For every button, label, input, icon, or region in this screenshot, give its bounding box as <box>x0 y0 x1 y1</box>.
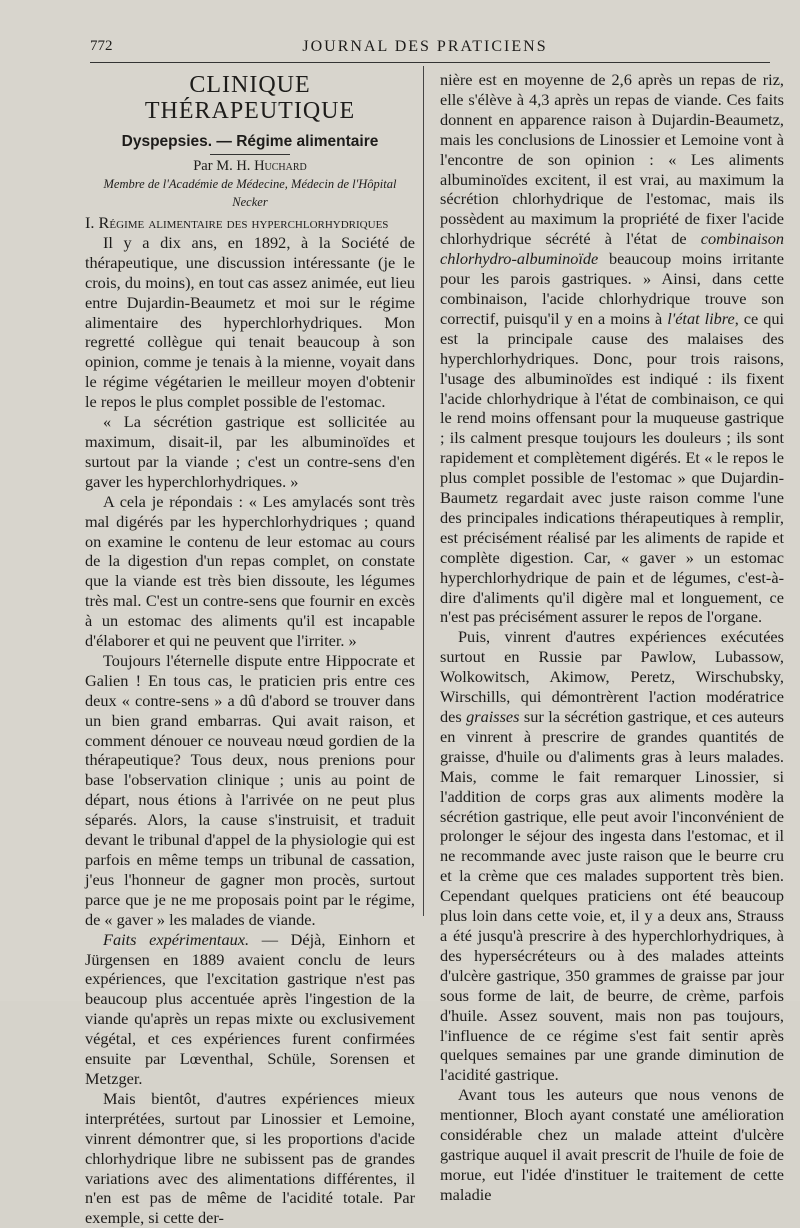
column-divider <box>423 66 424 916</box>
author-name: Huchard <box>254 158 307 174</box>
right-column <box>440 70 784 1205</box>
journal-title: JOURNAL DES PRATICIENS <box>302 38 548 55</box>
italic-term: graisses <box>466 707 520 726</box>
paragraph: A cela je répondais : « Les amylacés sont très mal digérés par les hyperchlorhydriques ; quand on examine le contenu de leur estomac au cours de la digestion d'un repas complet, on constate que la viande est très bien dissoute, les légumes très mal. C'est un contre-sens que fournir en excès à un estomac des aliments qu'il est incapable d'élaborer et qui ne peuvent que l'irriter. » <box>85 491 415 651</box>
italic-term: combinaison chlorhydro-albuminoïde <box>440 229 784 269</box>
paragraph-text: beaucoup moins irritante pour les parois gastriques. » Ainsi, dans cette combinaison, l'acide chlorhydrique trouve son correctif, puisqu'il y en a moins à <box>440 249 784 328</box>
left-column <box>85 70 415 1228</box>
paragraph-text: nière est en moyenne de 2,6 après un repas de riz, elle s'élève à 4,3 après un repas de viande. Ces faits donnent en apparence raison à Dujardin-Beaumetz, mais les conclusions de Linossier et Lemoine vont à l'encontre de son opinion : « Les aliments albuminoïdes excitent, il est vrai, au maximum la sécrétion chlorhydrique de l'estomac, mais ils possèdent au maximum la propriété de fixer l'acide chlorhydrique sécrété à l'état de <box>440 70 784 249</box>
paragraph-text: Puis, vinrent d'autres expériences exécutées surtout en Russie par Pawlow, Lubassow, Wolkowitsch, Akimow, Peretz, Wirschubsky, Wirschills, qui démontrèrent l'action modératrice des <box>440 627 784 726</box>
paragraph-text: — Déjà, Einhorn et Jürgensen en 1889 avaient conclu de leurs expériences, que l'excitation gastrique n'est pas beaucoup plus accentuée après l'ingestion de la viande qu'après un repas mixte ou exclusivement végétal, et ces expériences furent confirmées ensuite par Lœventhal, Schüle, Sorensen et Metzger. <box>85 929 415 1088</box>
paragraph-text: , ce qui est la principale cause des malaises des hyperchlorhydriques. Donc, pour trois raisons, l'usage des albuminoïdes est indiqué : ils fixent l'acide chlorhydrique à l'état de combinaison, ce qui le rend moins offensant pour la muqueuse gastrique ; ils calment presque toujours les douleurs ; ils sont rapidement et complètement digérés. Et « le repos le plus complet possible de l'estomac » que Dujardin-Baumetz regardait avec juste raison comme l'une des principales indications thérapeutiques à remplir, est précisément réalisé par les aliments de rapide et complète digestion. Car, « gaver » un estomac hyperchlorhydrique de pain et de légumes, c'est-à-dire d'aliments qu'il digère mal et longuement, ce n'est pas précisément assurer le repos de l'organe. <box>440 308 785 627</box>
header-rule <box>90 62 770 63</box>
section-title: CLINIQUE THÉRAPEUTIQUE <box>144 72 356 124</box>
section-heading: I. Régime alimentaire des hyperchlorhydriques <box>85 213 389 232</box>
paragraph: Il y a dix ans, en 1892, à la Société de thérapeutique, une discussion intéressante (je le crois, du moins), en tout cas assez animée, eut lieu entre Dujardin-Beaumetz et moi sur le régime alimentaire des hyperchlorhydriques. Mon regretté collègue qui tenait beaucoup à son opinion, comme je tenais à la mienne, voyait dans le régime végétarien le meilleur moyen d'obtenir le repos le plus complet possible de l'estomac. <box>85 232 415 412</box>
paragraph <box>440 70 784 627</box>
italic-term: l'état libre <box>667 308 735 328</box>
paragraph: Avant tous les auteurs que nous venons de mentionner, Bloch ayant constaté une amélioration considérable chez un malade atteint d'ulcère gastrique auquel il avait prescrit de l'huile de foie de morue, eut l'idée d'instituer le traitement de cette maladie <box>440 1085 784 1204</box>
paragraph <box>440 627 784 1085</box>
paragraph <box>85 930 415 1089</box>
page-number: 772 <box>90 38 113 54</box>
paragraph-text: sur la sécrétion gastrique, et ces auteurs en vinrent à prescrire de grandes quantités de graisse, d'huile ou d'aliments gras à leurs malades. Mais, comme le fait remarquer Linossier, si l'addition de corps gras aux aliments modère la sécrétion gastrique, elle peut avoir l'inconvénient de prolonger le séjour des ingesta dans l'estomac, et il ne recommande avec juste raison que le beurre cru et la crème que ces malades supportent très bien. Cependant quelques praticiens ont été beaucoup plus loin dans cette voie, et, il y a deux ans, Strauss a été jusqu'à prescrire à des hyperchlorhydriques, à des hypersécréteurs ou à des malades atteints d'ulcère gastrique, 350 grammes de graisse par jour sous forme de lait, de beurre, de crème, parfois d'huile. Assez souvent, mais non pas toujours, l'influence de ce régime s'est fait sentir après quelques semaines par une grande diminution de l'acidité gastrique. <box>440 707 784 1085</box>
author-affiliation: Membre de l'Académie de Médecine, Médecin de l'Hôpital Necker <box>103 177 397 209</box>
paragraph: Toujours l'éternelle dispute entre Hippocrate et Galien ! En tous cas, le praticien pris entre ces deux « contre-sens » a dû d'abord se trouver dans un bien grand embarras. Qui avait raison, et comment dénouer ce nouveau nœud gordien de la thérapeutique? Tous deux, nous prenions pour base l'observation clinique ; unis au point de départ, nous étions à l'arrivée on ne peut plus séparés. Alors, la cause s'instruisit, et traduit devant le tribunal d'appel de la physiologie qui est parfois en même temps un tribunal de cassation, j'eus l'honneur de gagner mon procès, surtout parce que je ne me proposais point par le régime, de « gaver » les malades de viande. <box>85 650 415 929</box>
paragraph: « La sécrétion gastrique est sollicitée au maximum, disait-il, par les albuminoïdes et surtout par la viande ; c'est un contre-sens d'en gaver les hyperchlorhydriques. » <box>85 412 415 491</box>
running-head <box>90 28 760 54</box>
paragraph: Mais bientôt, d'autres expériences mieux interprétées, surtout par Linossier et Lemoine, vinrent démontrer que, si les proportions d'acide chlorhydrique libre ne subissent pas de grandes variations avec des alimentations différentes, il n'en est pas de même de l'acidité totale. Par exemple, si cette der- <box>85 1088 415 1228</box>
article-title: Dyspepsies. — Régime alimentaire <box>121 133 379 150</box>
subheading-italic: Faits expérimentaux. <box>103 929 250 949</box>
title-rule <box>210 154 290 155</box>
byline <box>85 157 415 175</box>
byline-prefix: Par M. H. <box>193 158 255 174</box>
